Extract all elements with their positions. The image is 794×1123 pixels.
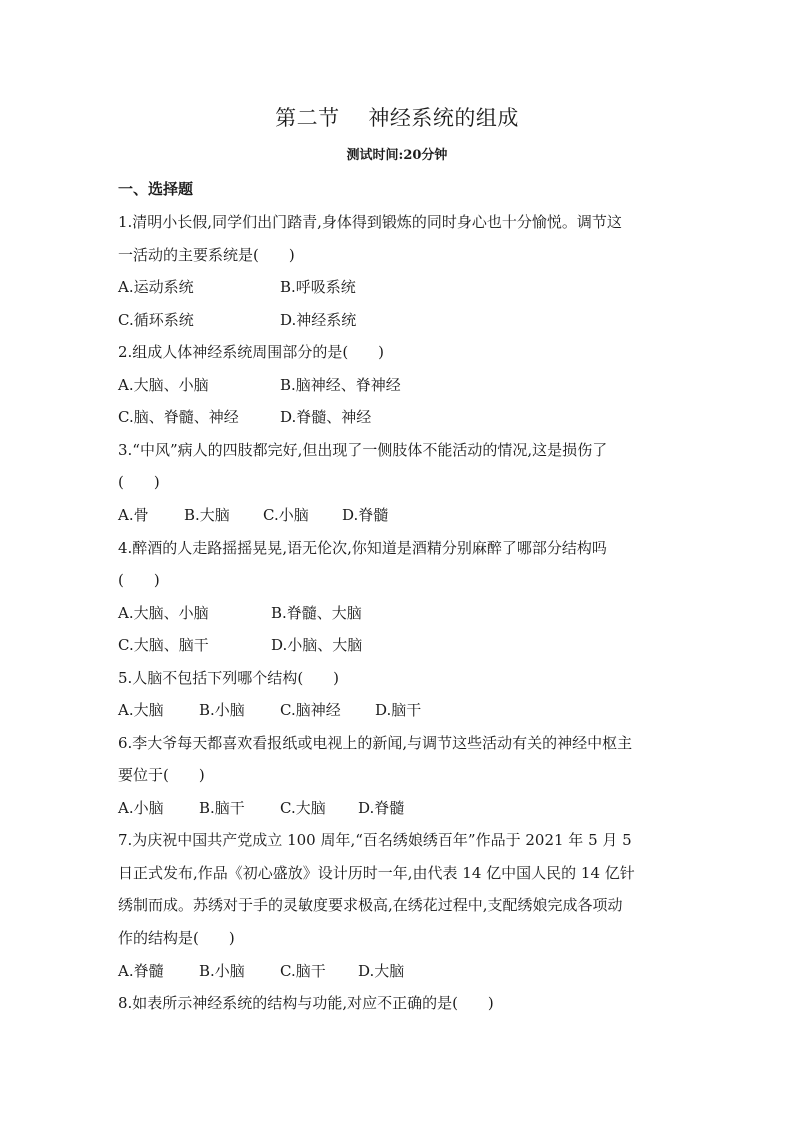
question-7-option-c: C.脑干 <box>280 962 326 980</box>
question-6-line-2: 要位于( ) <box>118 766 205 784</box>
question-2-line-1: 2.组成人体神经系统周围部分的是( ) <box>118 343 385 361</box>
question-7-line-2: 日正式发布,作品《初心盛放》设计历时一年,由代表 14 亿中国人民的 14 亿针 <box>118 864 635 882</box>
question-4-line-1: 4.醉酒的人走路摇摇晃晃,语无伦次,你知道是酒精分别麻醉了哪部分结构吗 <box>118 539 607 557</box>
question-6-option-c: C.大脑 <box>280 799 326 817</box>
question-7-option-d: D.大脑 <box>358 962 405 980</box>
question-3-option-d: D.脊髓 <box>342 506 389 524</box>
question-5-option-a: A.大脑 <box>118 701 164 719</box>
question-7-line-1: 7.为庆祝中国共产党成立 100 周年,“百名绣娘绣百年”作品于 2021 年 5 月 5 <box>118 831 632 849</box>
question-4-option-b: B.脊髓、大脑 <box>271 604 362 622</box>
question-7-option-a: A.脊髓 <box>118 962 164 980</box>
question-7-line-4: 作的结构是( ) <box>118 929 235 947</box>
question-3-option-c: C.小脑 <box>263 506 309 524</box>
question-5-option-d: D.脑干 <box>375 701 422 719</box>
question-5-option-c: C.脑神经 <box>280 701 341 719</box>
page-title: 第二节 神经系统的组成 <box>275 106 519 130</box>
question-2-option-b: B.脑神经、脊神经 <box>280 376 401 394</box>
question-1-option-a: A.运动系统 <box>118 278 194 296</box>
test-time: 测试时间:20分钟 <box>346 148 448 163</box>
question-3-line-1: 3.“中风”病人的四肢都完好,但出现了一侧肢体不能活动的情况,这是损伤了 <box>118 441 608 459</box>
question-2-option-a: A.大脑、小脑 <box>118 376 209 394</box>
question-3-line-2: ( ) <box>118 473 160 491</box>
question-4-line-2: ( ) <box>118 571 160 589</box>
question-5-option-b: B.小脑 <box>199 701 245 719</box>
question-1-line-2: 一活动的主要系统是( ) <box>118 246 295 264</box>
question-1-option-c: C.循环系统 <box>118 311 194 329</box>
question-1-option-b: B.呼吸系统 <box>280 278 356 296</box>
question-4-option-c: C.大脑、脑干 <box>118 636 209 654</box>
question-3-option-b: B.大脑 <box>184 506 230 524</box>
question-1-option-d: D.神经系统 <box>280 311 357 329</box>
question-6-option-a: A.小脑 <box>118 799 164 817</box>
question-6-option-b: B.脑干 <box>199 799 245 817</box>
question-3-option-a: A.骨 <box>118 506 149 524</box>
section-heading: 一、选择题 <box>118 180 194 198</box>
question-2-option-d: D.脊髓、神经 <box>280 408 372 426</box>
question-7-option-b: B.小脑 <box>199 962 245 980</box>
question-6-option-d: D.脊髓 <box>358 799 405 817</box>
question-4-option-a: A.大脑、小脑 <box>118 604 209 622</box>
question-5-line-1: 5.人脑不包括下列哪个结构( ) <box>118 669 340 687</box>
question-6-line-1: 6.李大爷每天都喜欢看报纸或电视上的新闻,与调节这些活动有关的神经中枢主 <box>118 734 633 752</box>
question-7-line-3: 绣制而成。苏绣对于手的灵敏度要求极高,在绣花过程中,支配绣娘完成各项动 <box>118 896 623 914</box>
question-2-option-c: C.脑、脊髓、神经 <box>118 408 239 426</box>
question-4-option-d: D.小脑、大脑 <box>271 636 363 654</box>
question-1-line-1: 1.清明小长假,同学们出门踏青,身体得到锻炼的同时身心也十分愉悦。调节这 <box>118 213 622 231</box>
question-8-line-1: 8.如表所示神经系统的结构与功能,对应不正确的是( ) <box>118 994 494 1012</box>
